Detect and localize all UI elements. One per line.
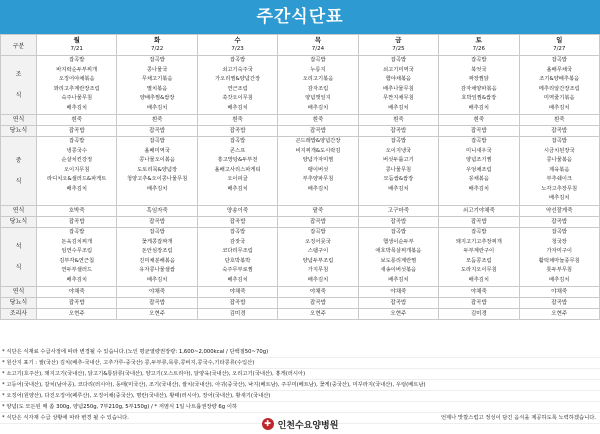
menu-item: 애호박목살찌개볶음: [375, 248, 422, 254]
diabetic-row: [1, 126, 600, 137]
menu-cell: [439, 56, 519, 115]
menu-item: 잡곡밥: [390, 229, 407, 235]
day-date: 7/27: [553, 46, 566, 52]
menu-cell: [117, 56, 197, 115]
menu-item: 잡곡밥: [229, 138, 246, 144]
menu-item: 톳두부무침: [546, 267, 573, 273]
menu-item: 감잣국: [229, 238, 246, 245]
menu-item: 냉콩국수: [66, 147, 87, 154]
dinner-label-text: 석 식: [15, 243, 22, 271]
diabetic-cell: 잡곡밥: [439, 217, 519, 228]
menu-item: 잡곡밥: [551, 229, 567, 235]
menu-item: 코다리무조림: [222, 248, 253, 254]
snack-row: [1, 115, 600, 126]
menu-item: 숙주나물무침: [61, 95, 93, 101]
title-bar: [0, 0, 600, 34]
menu-item: 콩나물볶음: [546, 157, 573, 163]
snack-row: [1, 287, 600, 298]
menu-item: 돈육김치찌개: [61, 238, 93, 245]
menu-item: 잡곡밥: [390, 138, 407, 144]
snack-cell: 흰죽: [117, 115, 197, 126]
menu-item: 햄야채볶음: [385, 76, 412, 82]
menu-item: 팽이버섯: [307, 166, 329, 173]
menu-item: 양념두부조림: [302, 257, 334, 264]
day-header: [37, 35, 117, 56]
snack-cell: 고구마죽: [358, 206, 438, 217]
menu-item: 오이지냉국: [385, 147, 412, 154]
menu-item: 라디치오&샐러드&파게트: [46, 176, 107, 182]
menu-item: 배추김치: [66, 104, 87, 111]
header-row: [1, 35, 600, 56]
menu-item: 콩나물국: [146, 66, 168, 73]
hospital-logo-icon: ✚: [262, 418, 274, 430]
menu-item: 부추양파무침: [302, 176, 334, 182]
menu-item: 단호박볶박: [224, 257, 251, 264]
snack-cell: 흰죽: [197, 115, 277, 126]
menu-cell: [197, 228, 277, 287]
snack-cell: 흑임자죽: [117, 206, 197, 217]
menu-item: 쇠고기미역국: [383, 66, 414, 73]
day-date: 7/24: [311, 46, 325, 52]
diabetic-cell: 잡곡밥: [519, 217, 599, 228]
note-line: * 식단은 식재료 수급사정에 따라 변경될 수 있습니다.(노인 평균열량권장량: 1,600~2,000kcal / 단백질50~70g): [0, 347, 600, 358]
menu-item: 제육볶음: [549, 166, 570, 173]
header-label-cell: [1, 35, 37, 56]
note-line: * 오징어(원양산), 다진오징어(페루산), 오징어채(중국산), 명란(국내산), 황태(러시아), 장어(국내산), 황새기(국내산): [0, 391, 600, 402]
notes-section: [0, 347, 600, 424]
menu-item: 활떡채마늘종무침: [538, 257, 580, 264]
menu-item: 배추김치: [307, 276, 329, 283]
menu-item: 무채고기볶음: [141, 76, 173, 82]
menu-item: 짜장찜닭: [468, 76, 490, 82]
day-header: [278, 35, 358, 56]
diabetic-cell: 잡곡밥: [358, 126, 438, 137]
menu-item: 시금치된장국: [543, 147, 575, 154]
snack-label: 연식: [1, 115, 37, 126]
menu-item: 잡곡밥: [149, 138, 165, 144]
day-header: [197, 35, 277, 56]
menu-item: 잡곡밥: [310, 229, 326, 235]
diabetic-cell: 잡곡밥: [519, 298, 599, 309]
diabetic-cell: 잡곡밥: [197, 126, 277, 137]
day-header: [358, 35, 438, 56]
diabetic-cell: 잡곡밥: [117, 126, 197, 137]
menu-table: [0, 34, 600, 320]
snack-label: 연식: [1, 287, 37, 298]
menu-item: 배추김치: [468, 185, 490, 192]
day-name: 월: [73, 36, 80, 44]
snack-cell: 야채죽: [117, 287, 197, 298]
menu-cell: [358, 56, 438, 115]
day-date: 7/23: [231, 46, 244, 52]
cook-cell: 김미경: [439, 309, 519, 320]
note-line: * 고등어(국내산), 갈치(남아공), 코다리(러시아), 동태(미국산), 조기(국내산), 쌀치(국내산), 아귀(중국산), 낙지(베트남), 주꾸미(베트남), 꽃게(중국산), 미꾸라지(국내산), 우렁(베트남): [0, 380, 600, 391]
menu-item: 연근조림: [227, 85, 248, 92]
menu-item: 오이지무침: [63, 166, 90, 173]
menu-item: 두부계란구이: [463, 248, 495, 254]
menu-item: 모듬쌈&쌈장: [383, 176, 414, 182]
menu-item: 모듬콩조림: [466, 257, 492, 264]
snack-cell: 호박죽: [37, 206, 117, 217]
snack-cell: 흰죽: [439, 115, 519, 126]
menu-item: 배추김치: [227, 185, 248, 192]
cook-row: [1, 309, 600, 320]
diabetic-label: 당뇨식: [1, 217, 37, 228]
menu-item: 잡곡밥: [149, 229, 165, 235]
menu-item: 돈안심장조림: [141, 248, 173, 254]
menu-item: 돼지고기고추장찌개: [455, 238, 502, 245]
menu-item: 양념깻잎지: [305, 95, 331, 101]
menu-cell: [278, 56, 358, 115]
menu-item: 배추김치: [227, 276, 248, 283]
diabetic-cell: 잡곡밥: [197, 217, 277, 228]
day-name: 화: [153, 36, 161, 44]
day-date: 7/26: [472, 46, 485, 52]
day-header: [117, 35, 197, 56]
menu-item: 양념가자미찜: [302, 157, 334, 163]
menu-item: 무짠지채무침: [383, 95, 414, 101]
cook-cell: 오현주: [278, 309, 358, 320]
lunch-row: [1, 137, 600, 206]
menu-item: 잡곡밥: [69, 138, 85, 144]
day-name: 토: [475, 36, 482, 44]
menu-item: 감자조림: [307, 85, 329, 92]
cook-label: 조리사: [1, 309, 37, 320]
menu-cell: [37, 56, 117, 115]
menu-cell: [439, 137, 519, 206]
menu-item: 배추나물무침: [383, 85, 414, 92]
snack-cell: 야채죽: [197, 287, 277, 298]
menu-item: 배추김치: [549, 195, 570, 201]
diabetic-cell: 잡곡밥: [519, 126, 599, 137]
dinner-row: [1, 228, 600, 287]
cook-cell: 오현주: [358, 309, 438, 320]
menu-item: 잡곡밥: [471, 229, 487, 235]
menu-cell: [439, 228, 519, 287]
menu-item: 잡곡밥: [471, 138, 487, 144]
menu-item: 배추김치: [388, 185, 409, 192]
menu-item: 새송이버섯볶음: [380, 267, 417, 273]
menu-item: 잡곡밥: [471, 57, 487, 63]
menu-item: 도토리묵&양념장: [137, 166, 178, 173]
menu-item: 노각고추장무침: [541, 185, 578, 192]
menu-item: 청국장: [551, 238, 567, 245]
menu-item: 꽃게콩잡짜개: [141, 238, 173, 245]
cook-cell: 오현주: [519, 309, 599, 320]
diabetic-cell: 잡곡밥: [439, 126, 519, 137]
menu-item: 콩나물무침: [385, 166, 412, 173]
menu-item: 누룽지: [310, 66, 326, 73]
diabetic-cell: 잡곡밥: [37, 126, 117, 137]
menu-item: 쇠고기숙주국: [222, 66, 253, 73]
menu-item: 양념조기찜: [466, 157, 492, 163]
day-header: [519, 35, 599, 56]
diabetic-cell: 잡곡밥: [439, 298, 519, 309]
menu-item: 배추김치: [549, 104, 570, 111]
lunch-label: [1, 137, 37, 206]
menu-item: 숙주무부로찜: [222, 267, 253, 273]
menu-cell: [519, 137, 599, 206]
menu-cell: [197, 137, 277, 206]
menu-item: 오리고기볶음: [302, 76, 334, 82]
menu-item: 흥고망탕&두부전: [217, 157, 258, 163]
menu-item: 감자채양파볶음: [460, 85, 497, 92]
snack-cell: 야채죽: [519, 287, 599, 298]
diabetic-cell: 잡곡밥: [37, 298, 117, 309]
snack-cell: 흰죽: [278, 115, 358, 126]
menu-item: 미니새우국: [466, 147, 492, 154]
menu-cell: [197, 56, 277, 115]
menu-cell: [519, 228, 599, 287]
menu-cell: [117, 228, 197, 287]
menu-item: 잡곡밥: [149, 57, 165, 63]
lunch-label-text: 중 식: [15, 157, 22, 185]
menu-item: 햄생이순두부: [383, 238, 414, 245]
snack-cell: 야채죽: [278, 287, 358, 298]
menu-item: 우엉채조림: [466, 166, 492, 173]
snack-cell: 쇠고기야채죽: [439, 206, 519, 217]
day-date: 7/22: [150, 46, 164, 52]
menu-item: 잡곡밥: [551, 138, 567, 144]
header-label: 구분: [12, 42, 25, 50]
menu-item: 진미채분해볶음: [139, 257, 176, 264]
menu-item: 도라지오이무침: [460, 267, 497, 273]
day-header: [439, 35, 519, 56]
menu-item: 김부각&연근칩: [59, 257, 95, 264]
day-name: 수: [234, 36, 241, 44]
menu-item: 순살치킨강정: [61, 157, 93, 163]
diabetic-row: [1, 217, 600, 228]
menu-item: 잡곡밥: [229, 57, 246, 63]
menu-cell: [278, 137, 358, 206]
menu-item: 배추김치: [388, 104, 409, 111]
menu-item: 북엇국: [471, 66, 487, 73]
footer-right-text: 언제나 맛깔스럽고 정성이 담긴 음식을 제공하도록 노력하겠습니다.: [440, 415, 596, 421]
menu-item: 배추김치: [468, 276, 490, 283]
day-name: 일: [556, 36, 563, 44]
hospital-name: 인천수요양병원: [277, 420, 339, 431]
diabetic-cell: 잡곡밥: [278, 126, 358, 137]
menu-item: 꽈리고추계란장조림: [53, 85, 100, 92]
note-line: * 양념(도 모든된 메 쏨 300g, 양념250g, 7부210g, 5부150g) / * 저염식 1일 나트륨권장량 6g 이하: [0, 402, 600, 413]
menu-item: 배추김치: [146, 185, 168, 192]
cook-cell: 오현주: [37, 309, 117, 320]
menu-item: 멸치볶음: [146, 85, 168, 92]
menu-item: 오징어뭇국: [305, 238, 331, 245]
menu-item: 잡곡밥: [390, 57, 407, 63]
breakfast-label-text: 조 식: [15, 71, 22, 99]
diabetic-cell: 잡곡밥: [117, 217, 197, 228]
cook-cell: 오현주: [117, 309, 197, 320]
diabetic-row: [1, 298, 600, 309]
day-date: 7/21: [70, 46, 83, 52]
page-title: 주간식단표: [256, 7, 344, 27]
diabetic-cell: 잡곡밥: [37, 217, 117, 228]
menu-item: 청양고추&오이콩나물무침: [126, 176, 188, 182]
menu-item: 올배미역국: [144, 147, 170, 154]
menu-cell: [37, 228, 117, 287]
menu-item: 올배고사리스파게티: [214, 166, 261, 173]
snack-cell: 양송이죽: [197, 206, 277, 217]
menu-item: 콩나물오이볶음: [139, 157, 176, 163]
snack-cell: 흰죽: [519, 115, 599, 126]
note-line: * 소고기(호주산), 돼지고기(국내산), 닭고기&통닭류(국내산), 양고기(오스트리아), 닭양육(국내산), 오리고기(국내산), 홍게(러시아): [0, 369, 600, 380]
menu-item: 배추김치: [549, 276, 570, 283]
menu-item: 배추김치: [146, 104, 168, 111]
cook-cell: 김미경: [197, 309, 277, 320]
menu-item: 버섯두룹고기: [383, 157, 414, 163]
menu-item: 양배추찜&쌈장: [139, 95, 175, 101]
menu-item: 가자미구이: [546, 248, 573, 254]
day-date: 7/25: [392, 46, 405, 52]
menu-item: 잡곡밥: [310, 57, 326, 63]
menu-item: 오징어야채볶음: [58, 76, 95, 82]
menu-item: 잡곡밥: [69, 229, 85, 235]
day-name: 목: [314, 36, 322, 44]
day-name: 금: [395, 36, 402, 44]
note-line: * 원산지 표기 : 쌀(국산) 김치(배추-국내산, 고추가루-중국산) 콩,두부류,묵류,콩비지,콩국수,기타콩류(수입산): [0, 358, 600, 369]
snack-cell: 야채죽: [358, 287, 438, 298]
menu-item: 메추리알간장조림: [538, 85, 580, 92]
menu-item: 꽁채볶음: [468, 176, 490, 182]
footer-left-text: * 식단은 식자재 수급 상황에 따라 변경 될 수 있습니다.: [2, 415, 129, 421]
snack-cell: 야채죽: [439, 287, 519, 298]
menu-item: 가오리찜&양념간장: [215, 76, 261, 82]
menu-item: 임연수무조림: [61, 248, 93, 254]
menu-item: 배추김치: [388, 276, 409, 283]
menu-cell: [117, 137, 197, 206]
menu-cell: [278, 228, 358, 287]
menu-item: 배추김치: [66, 185, 87, 192]
snack-cell: 팥죽: [278, 206, 358, 217]
menu-item: 배추김치: [307, 185, 329, 192]
menu-item: 콘스프: [229, 147, 246, 154]
menu-item: 올배무채국: [546, 66, 573, 73]
diabetic-label: 당뇨식: [1, 126, 37, 137]
diabetic-cell: 잡곡밥: [117, 298, 197, 309]
snack-cell: 흰죽: [37, 115, 117, 126]
menu-cell: [37, 137, 117, 206]
diabetic-cell: 잡곡밥: [358, 298, 438, 309]
footer: [0, 414, 600, 434]
menu-item: 오이피클: [227, 176, 248, 182]
breakfast-label: [1, 56, 37, 115]
diabetic-cell: 잡곡밥: [358, 217, 438, 228]
menu-item: 배추김치: [227, 104, 248, 111]
menu-item: 보도롱리계란찜: [380, 257, 417, 264]
menu-item: 조기&양배추볶음: [539, 76, 580, 82]
menu-item: 호박잎찜&쌈장: [461, 95, 497, 101]
menu-item: 잡곡밥: [551, 57, 567, 63]
menu-item: 잡곡밥: [229, 229, 246, 235]
menu-item: 스팸구이: [307, 248, 329, 254]
diabetic-cell: 잡곡밥: [197, 298, 277, 309]
menu-item: 배추김치: [468, 104, 490, 111]
snack-cell: 흰죽: [358, 115, 438, 126]
menu-item: 배추김치: [307, 104, 329, 111]
menu-cell: [519, 56, 599, 115]
menu-item: 바지락순두부찌개: [56, 66, 98, 73]
snack-label: 연식: [1, 206, 37, 217]
menu-item: 배추김치: [66, 276, 87, 283]
snack-row: [1, 206, 600, 217]
snack-cell: 야채죽: [37, 287, 117, 298]
menu-cell: [358, 228, 438, 287]
menu-item: 배추김치: [146, 276, 168, 283]
menu-cell: [358, 137, 438, 206]
menu-item: 유자콩나물샐쌈: [139, 267, 176, 273]
menu-item: 쑥갓오이무침: [222, 95, 253, 101]
menu-item: 연두부샐러드: [61, 267, 93, 273]
diabetic-cell: 잡곡밥: [278, 217, 358, 228]
breakfast-row: [1, 56, 600, 115]
diabetic-label: 당뇨식: [1, 298, 37, 309]
menu-item: 부추쉐이크: [546, 176, 573, 182]
dinner-label: [1, 228, 37, 287]
menu-item: 비지찌개&도시락김: [295, 147, 341, 154]
menu-item: 곤드레밥&양념간장: [295, 138, 341, 144]
menu-item: 가지무침: [307, 267, 329, 273]
snack-cell: 약선잘게죽: [519, 206, 599, 217]
menu-item: 미역줄기볶음: [543, 95, 575, 101]
diabetic-cell: 잡곡밥: [278, 298, 358, 309]
menu-item: 잡곡밥: [69, 57, 85, 63]
